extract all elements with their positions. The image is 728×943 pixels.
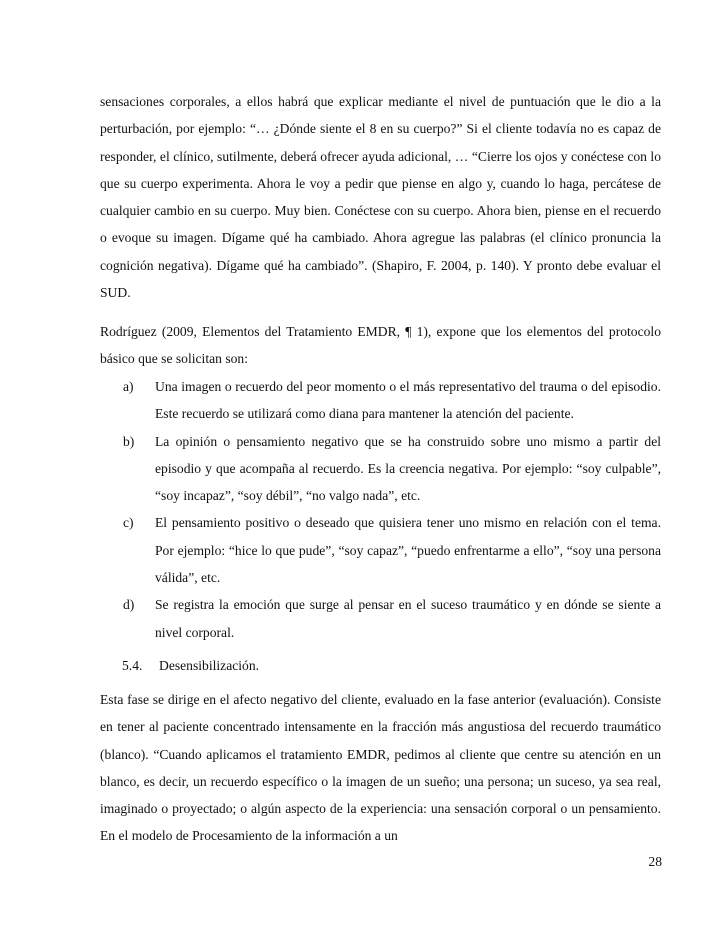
- list-marker: d): [123, 597, 135, 613]
- list-item-text: Se registra la emoción que surge al pensar en el suceso traumático y en dónde se siente a nivel corporal.: [155, 597, 661, 640]
- body-paragraph-3: Esta fase se dirige en el afecto negativo del cliente, evaluado en la fase anterior (evaluación). Consiste en tener al paciente concentrado intensamente en la fracción más angustiosa del recuerdo traumático (blanco). “Cuando aplicamos el tratamiento EMDR, pedimos al cliente que centre su atención en un blanco, es decir, un recuerdo específico o la imagen de un sueño; una persona; un suceso, ya sea real, imaginado o proyectado; o algún aspecto de la experiencia: una sensación corporal o un pensamiento. En el modelo de Procesamiento de la información a un: [100, 692, 661, 844]
- list-marker: b): [123, 433, 135, 449]
- elements-list: [123, 373, 661, 646]
- page-number: 28: [648, 854, 662, 869]
- list-item-d: [123, 591, 661, 646]
- section-number: 5.4.: [122, 658, 143, 673]
- list-marker: c): [123, 515, 134, 531]
- list-item-a: [123, 373, 661, 428]
- list-item-c: [123, 509, 661, 591]
- body-paragraph-1: sensaciones corporales, a ellos habrá que explicar mediante el nivel de puntuación que le dio a la perturbación, por ejemplo: “… ¿Dónde siente el 8 en su cuerpo?” Si el cliente todavía no es capaz de responder, el clínico, sutilmente, deberá ofrecer ayuda adicional, … “Cierre los ojos y conéctese con lo que su cuerpo experimenta. Ahora le voy a pedir que piense en algo y, cuando lo haga, percátese de cualquier cambio en su cuerpo. Muy bien. Conéctese con su cuerpo. Ahora bien, piense en el recuerdo o evoque su imagen. Dígame qué ha cambiado. Ahora agregue las palabras (el clínico pronuncia la cognición negativa). Dígame qué ha cambiado”. (Shapiro, F. 2004, p. 140). Y pronto debe evaluar el SUD.: [100, 94, 661, 301]
- list-item-text: La opinión o pensamiento negativo que se ha construido sobre uno mismo a partir del episodio y que acompaña al recuerdo. Es la creencia negativa. Por ejemplo: “soy culpable”, “soy incapaz”, “soy débil”, “no valgo nada”, etc.: [155, 433, 661, 504]
- body-paragraph-2: Rodríguez (2009, Elementos del Tratamiento EMDR, ¶ 1), expone que los elementos del protocolo básico que se solicitan son:: [100, 324, 661, 367]
- section-heading: [122, 652, 259, 679]
- list-marker: a): [123, 379, 134, 394]
- section-title: Desensibilización.: [159, 658, 260, 673]
- list-item-text: El pensamiento positivo o deseado que quisiera tener uno mismo en relación con el tema. Por ejemplo: “hice lo que pude”, “soy capaz”, “puedo enfrentarme a ello”, “soy una persona válida”, etc.: [155, 515, 661, 586]
- list-item-b: [123, 428, 661, 510]
- list-item-text: Una imagen o recuerdo del peor momento o el más representativo del trauma o del episodio. Este recuerdo se utilizará como diana para mantener la atención del paciente.: [155, 379, 661, 422]
